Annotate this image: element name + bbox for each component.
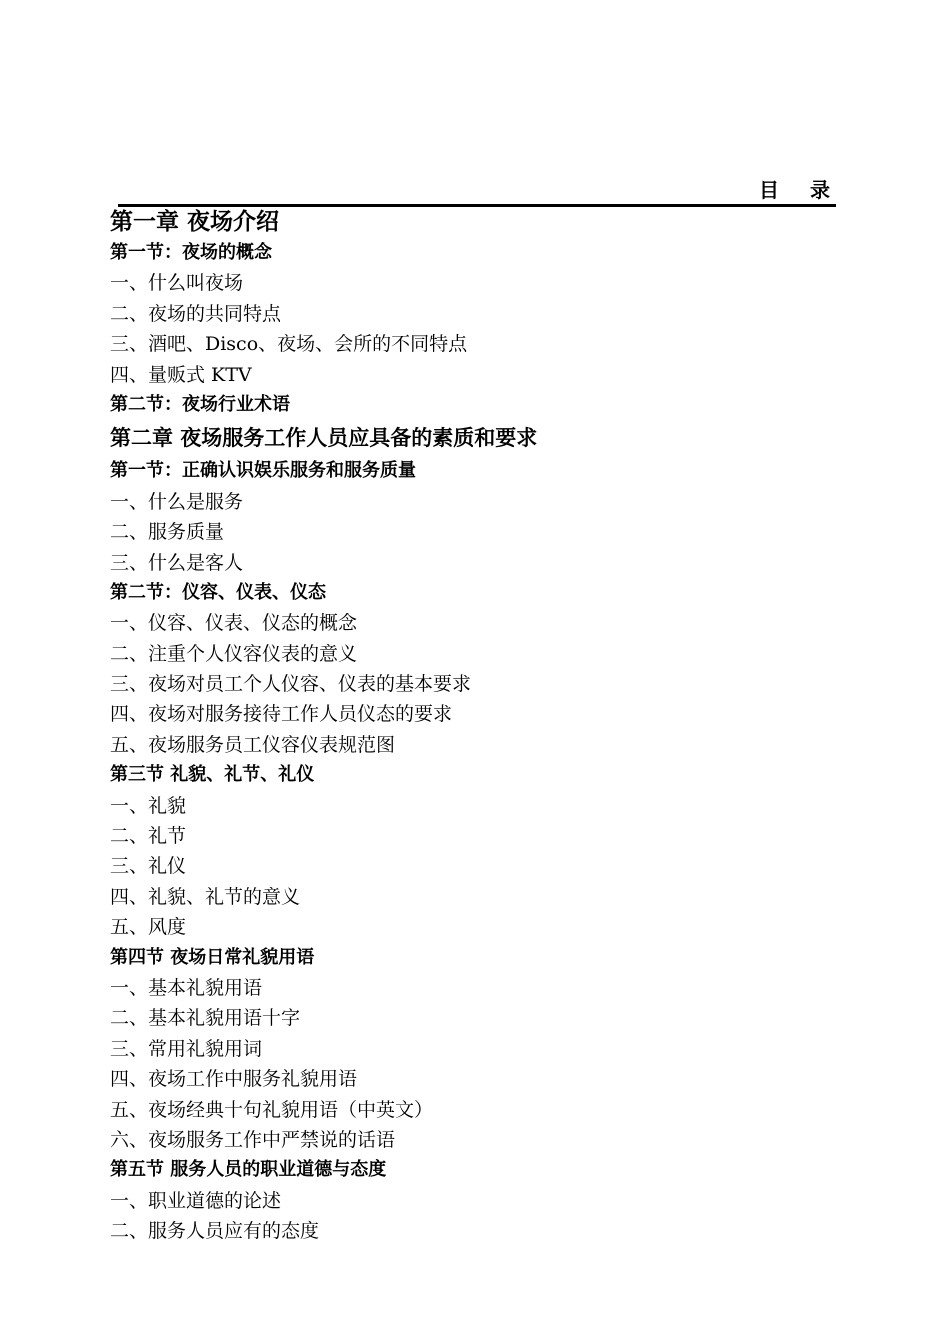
toc-item: 三、夜场对员工个人仪容、仪表的基本要求 (110, 673, 472, 696)
toc-chapter: 第二章 夜场服务工作人员应具备的素质和要求 (110, 426, 538, 451)
toc-item: 六、夜场服务工作中严禁说的话语 (110, 1128, 396, 1151)
toc-item: 二、注重个人仪容仪表的意义 (110, 642, 358, 665)
toc-item: 四、夜场对服务接待工作人员仪态的要求 (110, 703, 453, 726)
toc-item: 二、夜场的共同特点 (110, 302, 282, 325)
toc-item: 二、礼节 (110, 825, 187, 848)
toc-item: 五、风度 (110, 916, 187, 939)
toc-item: 一、职业道德的论述 (110, 1189, 282, 1212)
toc-item: 一、基本礼貌用语 (110, 976, 263, 999)
toc-item: 二、服务质量 (110, 521, 225, 544)
toc-item: 三、什么是客人 (110, 551, 244, 574)
toc-item: 四、夜场工作中服务礼貌用语 (110, 1068, 358, 1091)
toc-section: 第五节 服务人员的职业道德与态度 (110, 1159, 387, 1181)
page-title: 目 录 (759, 178, 842, 202)
toc-item: 五、夜场服务员工仪容仪表规范图 (110, 733, 396, 756)
toc-item: 四、礼貌、礼节的意义 (110, 885, 301, 908)
toc-section: 第三节 礼貌、礼节、礼仪 (110, 764, 315, 786)
toc-chapter: 第一章 夜场介绍 (110, 209, 280, 235)
toc-section: 第四节 夜场日常礼貌用语 (110, 946, 315, 968)
toc-item: 二、服务人员应有的态度 (110, 1220, 320, 1243)
toc-item: 三、酒吧、Disco、夜场、会所的不同特点 (110, 333, 468, 356)
toc-section: 第二节：仪容、仪表、仪态 (110, 581, 326, 603)
toc-section: 第二节：夜场行业术语 (110, 393, 290, 415)
toc-item: 三、礼仪 (110, 855, 187, 878)
toc-section: 第一节：正确认识娱乐服务和服务质量 (110, 460, 416, 482)
toc-item: 四、量贩式 KTV (110, 363, 252, 386)
toc-item: 一、礼貌 (110, 794, 187, 817)
toc-item: 一、什么是服务 (110, 490, 244, 513)
toc-item: 三、常用礼貌用词 (110, 1037, 263, 1060)
table-of-contents (110, 206, 850, 1247)
toc-item: 一、仪容、仪表、仪态的概念 (110, 612, 358, 635)
toc-section: 第一节：夜场的概念 (110, 242, 272, 263)
toc-item: 二、基本礼貌用语十字 (110, 1007, 301, 1030)
toc-item: 五、夜场经典十句礼貌用语（中英文） (110, 1098, 434, 1121)
toc-item: 一、什么叫夜场 (110, 272, 244, 295)
